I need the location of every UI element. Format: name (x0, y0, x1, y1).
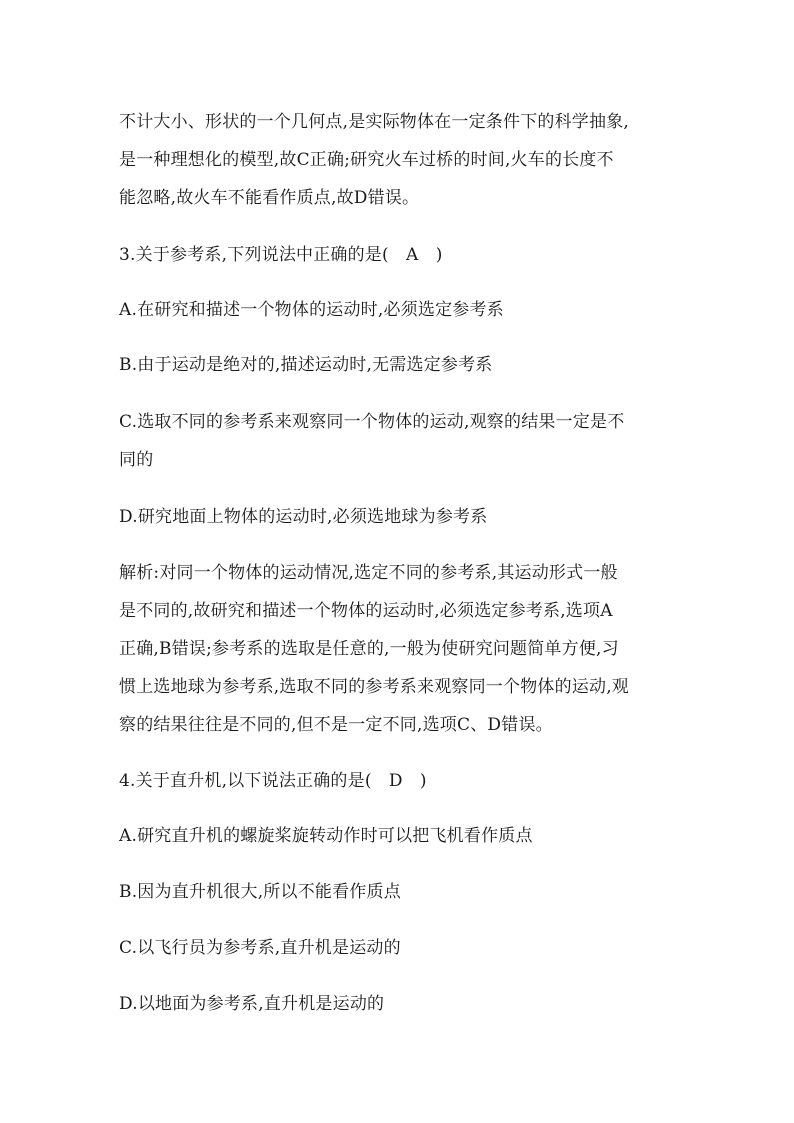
analysis-line-5: 察的结果往往是不同的,但不是一定不同,选项C、D错误。 (119, 715, 553, 735)
text-line-3: 能忽略,故火车不能看作质点,故D错误。 (119, 188, 420, 208)
question-3-stem: 3.关于参考系,下列说法中正确的是( A ) (119, 245, 443, 265)
question-3-option-d: D.研究地面上物体的运动时,必须选地球为参考系 (119, 507, 488, 527)
question-3-option-c-line-2: 同的 (119, 450, 154, 470)
question-3-option-a: A.在研究和描述一个物体的运动时,必须选定参考系 (119, 300, 504, 320)
text-line-1: 不计大小、形状的一个几何点,是实际物体在一定条件下的科学抽象, (119, 112, 630, 132)
question-4-option-a: A.研究直升机的螺旋桨旋转动作时可以把飞机看作质点 (119, 826, 533, 846)
question-4-option-c: C.以飞行员为参考系,直升机是运动的 (119, 938, 401, 958)
analysis-line-1: 解析:对同一个物体的运动情况,选定不同的参考系,其运动形式一般 (119, 563, 618, 583)
question-3-option-b: B.由于运动是绝对的,描述运动时,无需选定参考系 (119, 355, 493, 375)
analysis-line-3: 正确,B错误;参考系的选取是任意的,一般为使研究问题简单方便,习 (119, 639, 619, 659)
question-4-option-d: D.以地面为参考系,直升机是运动的 (119, 994, 385, 1014)
analysis-line-2: 是不同的,故研究和描述一个物体的运动时,必须选定参考系,选项A (119, 601, 613, 621)
text-line-2: 是一种理想化的模型,故C正确;研究火车过桥的时间,火车的长度不 (119, 150, 614, 170)
question-4-stem: 4.关于直升机,以下说法正确的是( D ) (119, 771, 427, 791)
question-4-option-b: B.因为直升机很大,所以不能看作质点 (119, 882, 401, 902)
analysis-line-4: 惯上选地球为参考系,选取不同的参考系来观察同一个物体的运动,观 (119, 677, 630, 697)
question-3-option-c-line-1: C.选取不同的参考系来观察同一个物体的运动,观察的结果一定是不 (119, 412, 625, 432)
